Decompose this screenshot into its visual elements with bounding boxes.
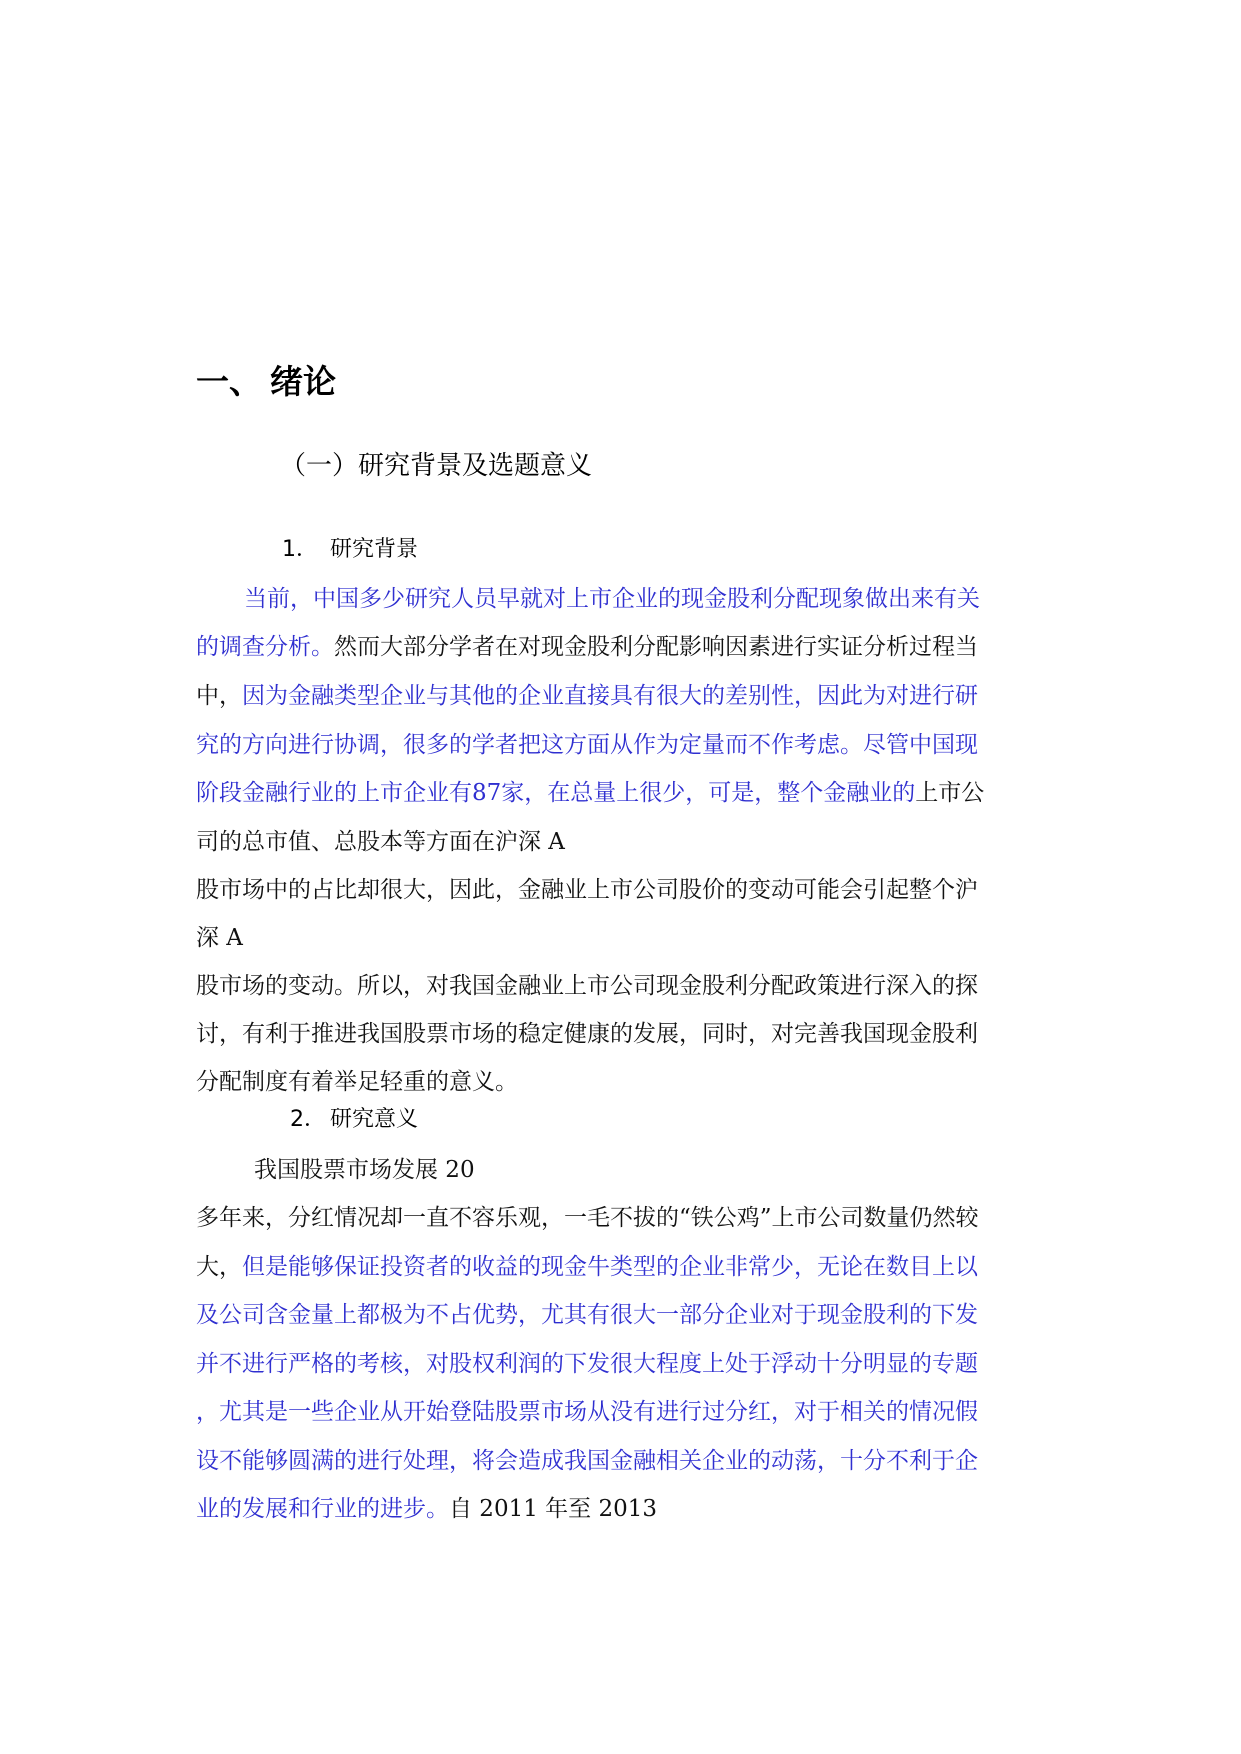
subsection-title: 研究意义 [330,1107,419,1132]
text-line [196,1348,978,1380]
chapter-title: 绪论 [270,362,336,401]
text-run: 股市场中的占比却很大，因此，金融业上市公司股价的变动可能会引起整个沪 [196,877,978,903]
text-run: 自 2011 年至 2013 [449,1496,657,1522]
text-run: 因为金融类型企业与其他的企业直接具有很大的差别性，因此为对进行研 [242,683,978,709]
text-run: 设不能够圆满的进行处理，将会造成我国金融相关企业的动荡，十分不利于企 [196,1448,978,1474]
text-run: 分配制度有着举足轻重的意义。 [196,1069,518,1095]
subsection-number: 2． [290,1107,326,1132]
text-line [196,874,978,906]
text-run: 业的发展和行业的进步。 [196,1496,449,1522]
text-line [196,1251,978,1283]
text-run: 然而大部分学者在对现金股利分配影响因素进行实证分析过程当 [334,634,978,660]
text-run: 当前，中国多少研究人员早就对上市企业的现金股利分配现象做出来有关 [244,586,980,612]
text-line [196,729,978,761]
text-run: 大， [196,1254,242,1280]
text-line [196,1066,518,1098]
text-run: 我国股票市场发展 20 [254,1157,475,1183]
chapter-heading [196,362,336,402]
text-run: 究的方向进行协调，很多的学者把这方面从作为定量而不作考虑。尽管中国现 [196,732,978,758]
text-run: 股市场的变动。所以，对我国金融业上市公司现金股利分配政策进行深入的探 [196,973,978,999]
text-line [196,1018,978,1050]
text-run: 讨，有利于推进我国股票市场的稳定健康的发展，同时，对完善我国现金股利 [196,1021,978,1047]
subsection-number: 1． [282,537,318,562]
subsection-heading-significance [290,1105,418,1135]
text-run: 但是能够保证投资者的收益的现金牛类型的企业非常少，无论在数目上以 [242,1254,978,1280]
text-line [196,777,984,809]
text-run: 并不进行严格的考核，对股权利润的下发很大程度上处于浮动十分明显的专题 [196,1351,978,1377]
text-run: 深 A [196,925,243,951]
text-run: ，尤其是一些企业从开始登陆股票市场从没有进行过分红，对于相关的情况假 [196,1399,978,1425]
text-run: 的调查分析。 [196,634,334,660]
text-line [196,631,978,663]
text-line [196,826,565,858]
text-run: 司的总市值、总股本等方面在沪深 A [196,829,565,855]
text-line [196,1493,657,1525]
text-line [196,970,978,1002]
section-heading: （一）研究背景及选题意义 [280,451,593,481]
text-line [196,1396,978,1428]
text-line [196,1299,978,1331]
text-line [196,922,243,954]
text-run: 及公司含金量上都极为不占优势，尤其有很大一部分企业对于现金股利的下发 [196,1302,978,1328]
text-run: 阶段金融行业的上市企业有87家，在总量上很少，可是，整个金融业的 [196,780,916,806]
text-line [244,583,980,615]
text-run: 多年来，分红情况却一直不容乐观，一毛不拔的“铁公鸡”上市公司数量仍然较 [196,1205,979,1231]
text-line [196,1445,978,1477]
chapter-number: 一、 [196,362,262,401]
subsection-title: 研究背景 [330,537,419,562]
text-line [254,1154,475,1186]
text-run: 上市公 [915,780,985,806]
text-line [196,680,978,712]
text-run: 中， [196,683,242,709]
text-line [196,1202,979,1234]
subsection-heading-background [282,535,418,565]
